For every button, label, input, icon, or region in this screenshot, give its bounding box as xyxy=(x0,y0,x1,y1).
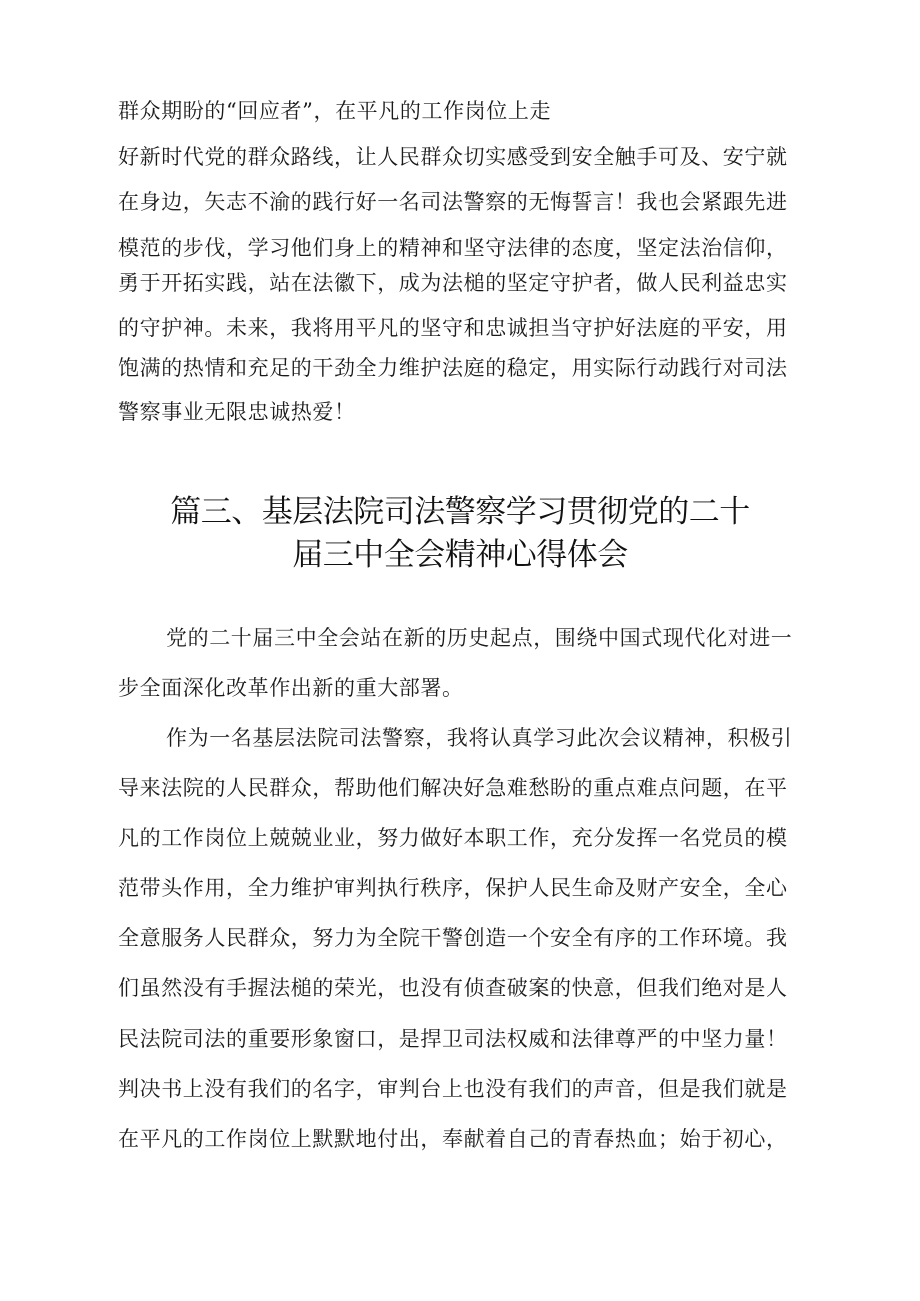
body-text-line: 凡的工作岗位上兢兢业业，努力做好本职工作，充分发挥一名党员的模 xyxy=(118,826,788,850)
body-text-line: 模范的步伐，学习他们身上的精神和坚守法律的态度，坚定法治信仰， xyxy=(118,236,788,260)
body-text-line: 在身边，矢志不渝的践行好一名司法警察的无悔誓言！我也会紧跟先进 xyxy=(118,190,788,214)
section-heading-line-1: 篇三、基层法院司法警察学习贯彻党的二十 xyxy=(170,494,750,530)
body-text-line: 判决书上没有我们的名字，审判台上也没有我们的声音，但是我们就是 xyxy=(118,1077,788,1101)
body-text-line: 范带头作用，全力维护审判执行秩序，保护人民生命及财产安全，全心 xyxy=(118,876,788,900)
body-text-line: 导来法院的人民群众，帮助他们解决好急难愁盼的重点难点问题，在平 xyxy=(118,776,788,800)
body-text-line: 警察事业无限忠诚热爱！ xyxy=(118,400,356,424)
body-text-line: 勇于开拓实践，站在法徽下，成为法槌的坚定守护者，做人民利益忠实 xyxy=(118,271,788,295)
body-text-line: 的守护神。未来，我将用平凡的坚守和忠诚担当守护好法庭的平安，用 xyxy=(118,316,788,340)
section-heading-line-2: 届三中全会精神心得体会 xyxy=(292,537,628,573)
body-text-line: 在平凡的工作岗位上默默地付出，奉献着自己的青春热血；始于初心， xyxy=(118,1127,788,1151)
body-text-line: 民法院司法的重要形象窗口，是捍卫司法权威和法律尊严的中坚力量！ xyxy=(118,1027,788,1051)
body-text-line: 作为一名基层法院司法警察，我将认真学习此次会议精神，积极引 xyxy=(166,726,793,750)
body-text-line: 饱满的热情和充足的干劲全力维护法庭的稳定，用实际行动践行对司法 xyxy=(118,356,788,380)
body-text-line: 步全面深化改革作出新的重大部署。 xyxy=(118,676,464,700)
body-text-line: 好新时代党的群众路线，让人民群众切实感受到安全触手可及、安宁就 xyxy=(118,145,788,169)
body-text-line: 们虽然没有手握法槌的荣光，也没有侦查破案的快意，但我们绝对是人 xyxy=(118,976,788,1000)
body-text-line: 党的二十届三中全会站在新的历史起点，围绕中国式现代化对进一 xyxy=(166,626,793,650)
body-text-line: 全意服务人民群众，努力为全院干警创造一个安全有序的工作环境。我 xyxy=(118,926,788,950)
body-text-line: 群众期盼的“回应者”，在平凡的工作岗位上走 xyxy=(118,99,552,123)
